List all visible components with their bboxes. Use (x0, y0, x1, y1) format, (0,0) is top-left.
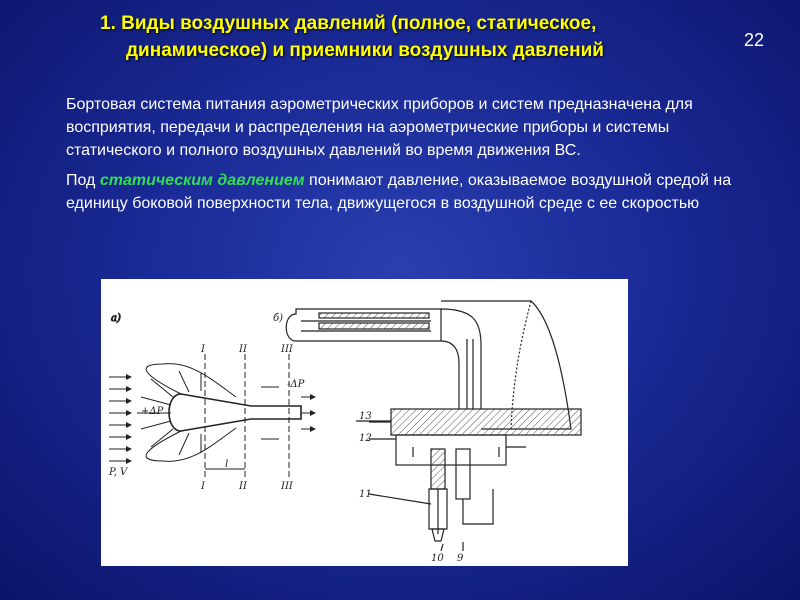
fitting-left (431, 449, 445, 489)
minus-dp-label: -ΔP (287, 379, 305, 390)
part-number-12: 12 (359, 433, 372, 444)
figure-drawing (101, 279, 628, 566)
incoming-flow-arrows (109, 377, 131, 461)
part-number-13: 13 (359, 411, 372, 422)
strut (441, 309, 481, 409)
section-label-II-top: II (239, 344, 247, 355)
slide-body (66, 93, 746, 222)
flow-label: P, V (109, 467, 128, 478)
pressure-receiver-figure (101, 279, 628, 566)
title-line-1: 1. Виды воздушных давлений (полное, статическое, (100, 13, 597, 34)
title-line-2: динамическое) и приемники воздушных давлений (126, 40, 604, 61)
base-plate (391, 409, 581, 435)
length-label: l (225, 459, 229, 470)
streamlined-body (169, 394, 301, 431)
label-b: б) (273, 313, 284, 324)
section-label-III-top: III (281, 344, 293, 355)
slide-number: 22 (743, 30, 764, 50)
fitting-right (456, 449, 470, 499)
section-label-I-bottom: I (201, 481, 205, 492)
section-label-I-top: I (201, 344, 205, 355)
slide-title (100, 10, 720, 64)
paragraph-2 (66, 169, 746, 215)
flow-diagram-a (108, 313, 315, 492)
part-number-9: 9 (457, 553, 464, 564)
section-label-II-bottom: II (239, 481, 247, 492)
section-label-III-bottom: III (281, 481, 293, 492)
receiver-section-b (273, 301, 581, 551)
p2-before: Под (66, 172, 100, 189)
static-pressure-term: статическим давлением (99, 172, 305, 189)
part-number-11: 11 (359, 489, 372, 500)
part-number-10: 10 (431, 553, 444, 564)
label-a: а) (111, 313, 121, 324)
plus-dp-label: +ΔP (141, 406, 164, 417)
paragraph-1: Бортовая система питания аэрометрических приборов и систем предназначена для восприятия, передачи и распределения на аэрометрические приборы и системы статического и полного воздушных давлений во время движения ВС. (66, 96, 693, 159)
p2-after: понимают давление, оказываемое воздушной средой на единицу боковой поверхности тела, движущегося в воздушной среде с ее скоростью (66, 172, 732, 212)
